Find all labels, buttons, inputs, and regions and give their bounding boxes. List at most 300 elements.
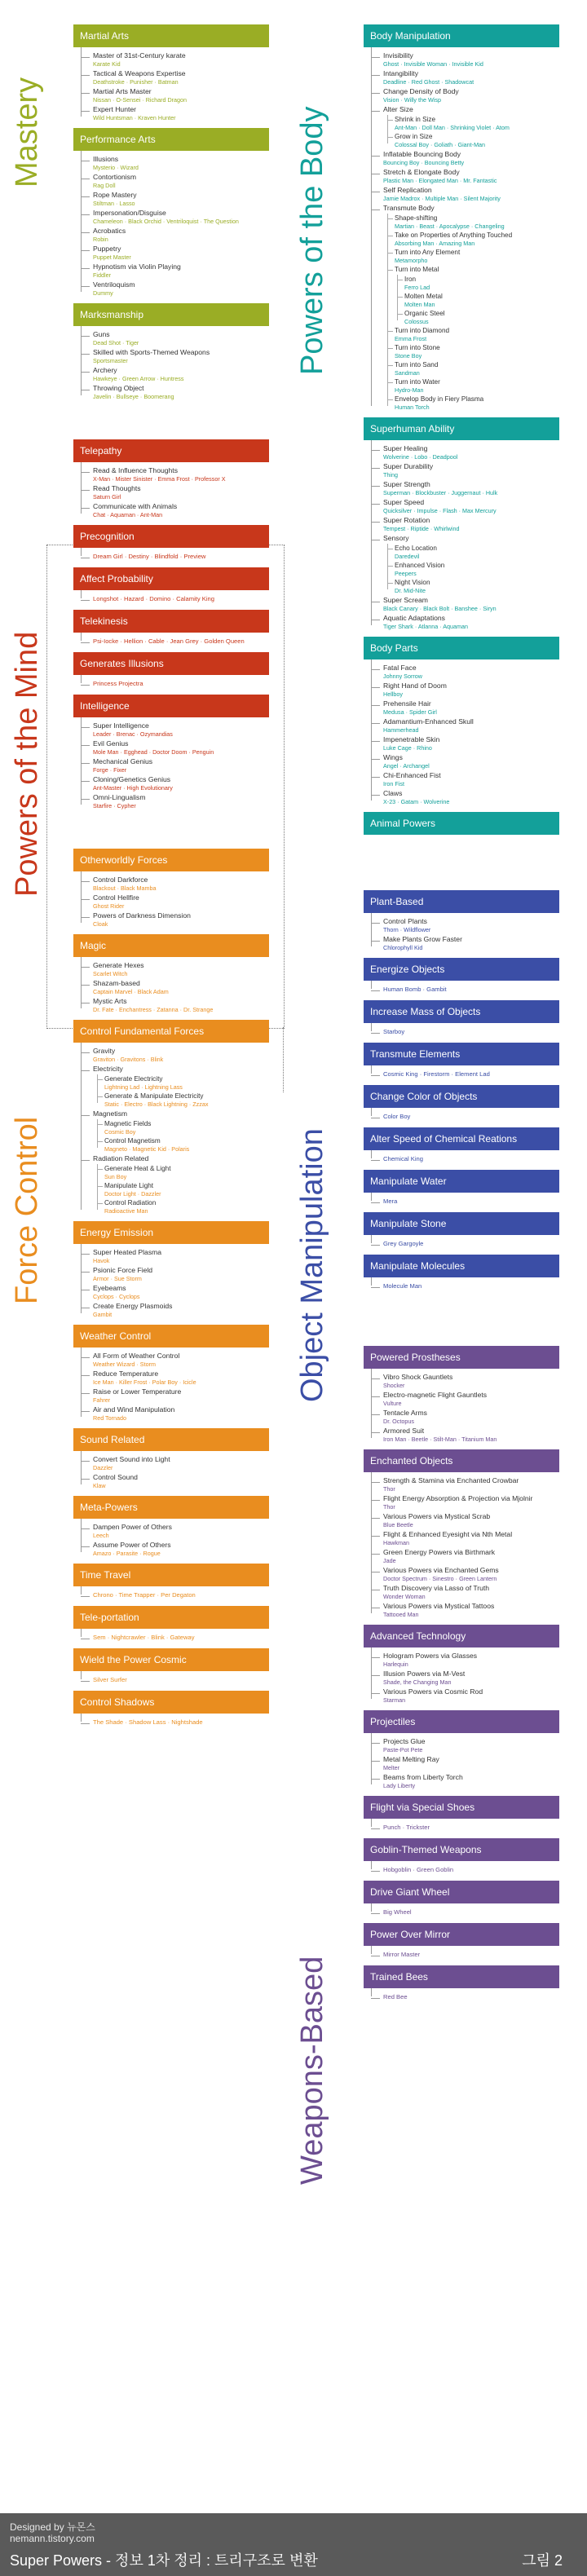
tree-item-sem-nightcrawler-blink-gateway — [73, 1633, 269, 1642]
section-header[interactable]: Weather Control — [73, 1325, 269, 1348]
item-examples: Paste-Pot Pete — [383, 1746, 423, 1753]
node-label: Echo Location — [395, 545, 437, 552]
item-examples: Hawkman — [383, 1539, 409, 1546]
section-wield-the-power-cosmic — [73, 1648, 269, 1691]
item-label: Impenetrable Skin — [383, 735, 440, 743]
tree-item-super-heated-plasma — [73, 1248, 269, 1264]
item-label: All Form of Weather Control — [93, 1352, 180, 1360]
tree-item-psi-iocke-hellion-cable-jean-grey-golden-queen — [73, 637, 269, 646]
tree-item-green-energy-powers-via-birthmark — [364, 1548, 559, 1564]
section-items — [364, 1819, 559, 1838]
tree-item-hologram-powers-via-glasses — [364, 1652, 559, 1668]
item-examples: Rag Doll — [93, 182, 116, 189]
tree-node-enhanced-vision — [385, 561, 559, 577]
tree-item-fatal-face — [364, 664, 559, 680]
section-header[interactable]: Energy Emission — [73, 1221, 269, 1244]
section-header[interactable]: Manipulate Water — [364, 1170, 559, 1193]
node-examples: Magneto · Magnetic Kid · Polaris — [104, 1145, 190, 1153]
section-items — [364, 1193, 559, 1212]
tree-item-create-energy-plasmoids — [73, 1302, 269, 1318]
tree-node-turn-into-any-element — [385, 248, 559, 264]
item-examples: Saturn Girl — [93, 493, 121, 501]
section-items — [364, 1946, 559, 1965]
footer-title: Super Powers - 정보 1차 정리 : 트리구조로 변환 — [10, 2552, 318, 2569]
item-label: Cosmic King · Firestorm · Element Lad — [383, 1070, 490, 1078]
item-label: Dampen Power of Others — [93, 1523, 172, 1531]
section-items — [73, 871, 269, 934]
tree-node-generate-manipulate-electricity — [95, 1092, 269, 1108]
section-meta-powers — [73, 1496, 269, 1564]
section-header[interactable]: Flight via Special Shoes — [364, 1796, 559, 1819]
tree-item-evil-genius — [73, 739, 269, 756]
tree-item-super-scream — [364, 596, 559, 612]
tree-item-read-influence-thoughts — [73, 466, 269, 483]
tree-item-master-of-31st-century-karate — [73, 51, 269, 68]
tree-item-hobgoblin-green-goblin — [364, 1865, 559, 1874]
tree-item-control-sound — [73, 1473, 269, 1489]
section-items — [73, 590, 269, 610]
item-examples: X-Man · Mister Sinister · Emma Frost · Professor X — [93, 475, 226, 483]
node-examples: Ferro Lad — [404, 284, 430, 291]
tree-item-color-boy — [364, 1112, 559, 1121]
item-examples: Black Canary · Black Bolt · Banshee · Siryn — [383, 605, 497, 612]
section-trained-bees — [364, 1965, 559, 2008]
node-label: Turn into Diamond — [395, 327, 450, 334]
item-examples: Melter — [383, 1764, 399, 1771]
item-label: Sem · Nightcrawler · Blink · Gateway — [93, 1634, 195, 1641]
section-header[interactable]: Affect Probability — [73, 567, 269, 590]
item-label: Molecule Man — [383, 1282, 422, 1290]
item-examples: Thor — [383, 1503, 395, 1511]
item-label: Inflatable Bouncing Body — [383, 150, 461, 158]
section-header[interactable]: Marksmanship — [73, 303, 269, 326]
item-label: Aquatic Adaptations — [383, 614, 445, 622]
item-label: Convert Sound into Light — [93, 1455, 170, 1463]
item-label: Guns — [93, 330, 110, 338]
tree-item-wings — [364, 753, 559, 770]
tree-item-contortionism — [73, 173, 269, 189]
tree-item-invisibility — [364, 51, 559, 68]
section-precognition — [73, 525, 269, 567]
group-label-object: Object Manipulation — [295, 1128, 329, 1402]
tree-node-take-on-properties-of-anything-touched — [385, 231, 559, 247]
force-dotted-connector — [283, 1027, 284, 1092]
section-items — [73, 633, 269, 652]
item-examples: Quicksilver · Impulse · Flash · Max Mercury — [383, 507, 497, 514]
item-examples: Hawkeye · Green Arrow · Huntress — [93, 375, 184, 382]
section-transmute-elements — [364, 1043, 559, 1085]
item-examples: Klaw — [93, 1482, 106, 1489]
item-label: Generate Hexes — [93, 961, 144, 969]
item-label: Hologram Powers via Glasses — [383, 1652, 478, 1660]
item-label: Super Durability — [383, 462, 434, 470]
item-label: Gravity — [93, 1047, 116, 1055]
tree-item-illusions — [73, 155, 269, 171]
item-label: Flight & Enhanced Eyesight via Nth Metal — [383, 1530, 513, 1538]
section-header[interactable]: Trained Bees — [364, 1965, 559, 1988]
item-examples: Scarlet Witch — [93, 970, 128, 977]
item-label: Puppetry — [93, 245, 121, 253]
section-header[interactable]: Wield the Power Cosmic — [73, 1648, 269, 1671]
section-header[interactable]: Increase Mass of Objects — [364, 1000, 559, 1023]
tree-item-the-shade-shadow-lass-nightshade — [73, 1718, 269, 1727]
item-examples: Tattooed Man — [383, 1611, 419, 1618]
tree-item-puppetry — [73, 245, 269, 261]
tree-item-impenetrable-skin — [364, 735, 559, 752]
tree-item-impersonation-disguise — [73, 209, 269, 225]
item-label: Super Healing — [383, 444, 428, 452]
tree-item-cloning-genetics-genius — [73, 775, 269, 792]
section-header[interactable]: Time Travel — [73, 1564, 269, 1586]
tree-item-control-darkforce — [73, 876, 269, 892]
section-marksmanship — [73, 303, 269, 407]
item-examples: Puppet Master — [93, 254, 131, 261]
item-label: Chrono · Time Trapper · Per Degaton — [93, 1591, 196, 1599]
section-projectiles — [364, 1710, 559, 1796]
item-examples: Wolverine · Lobo · Deadpool — [383, 453, 458, 461]
item-label: Projects Glue — [383, 1737, 426, 1745]
item-label: Right Hand of Doom — [383, 681, 447, 690]
item-label: Reduce Temperature — [93, 1370, 159, 1378]
item-label: Evil Genius — [93, 739, 129, 748]
item-label: Ventriloquism — [93, 280, 135, 289]
item-label: Read & Influence Thoughts — [93, 466, 178, 474]
node-examples: Daredevil — [395, 553, 420, 560]
section-martial-arts — [73, 24, 269, 128]
tree-item-truth-discovery-via-lasso-of-truth — [364, 1584, 559, 1600]
item-label: Create Energy Plasmoids — [93, 1302, 173, 1310]
item-examples: Gambit — [93, 1311, 113, 1318]
item-label: Human Bomb · Gambit — [383, 986, 447, 993]
tree-item-starboy — [364, 1027, 559, 1036]
section-header[interactable]: Advanced Technology — [364, 1625, 559, 1647]
section-goblin-themed-weapons — [364, 1838, 559, 1881]
node-examples: Absorbing Man · Amazing Man — [395, 240, 475, 247]
item-label: Control Plants — [383, 917, 427, 925]
footer — [0, 2513, 587, 2576]
item-examples: Chlorophyll Kid — [383, 944, 423, 951]
tree-item-magnetism — [73, 1109, 269, 1153]
item-label: Various Powers via Mystical Tattoos — [383, 1602, 495, 1610]
node-examples: Dr. Mid-Nite — [395, 587, 426, 594]
section-items — [73, 717, 269, 816]
item-label: Control Sound — [93, 1473, 138, 1481]
section-items — [73, 151, 269, 303]
tree-node-organic-steel — [395, 309, 559, 325]
tree-item-aquatic-adaptations — [364, 614, 559, 630]
section-affect-probability — [73, 567, 269, 610]
item-examples: Thing — [383, 471, 398, 479]
left-column — [73, 24, 269, 1733]
section-header[interactable]: Projectiles — [364, 1710, 559, 1733]
tree-node-generate-electricity — [95, 1074, 269, 1091]
node-label: Turn into Any Element — [395, 249, 461, 256]
tree-item-radiation-related — [73, 1154, 269, 1215]
tree-item-right-hand-of-doom — [364, 681, 559, 698]
section-header[interactable]: Performance Arts — [73, 128, 269, 151]
item-examples: Dead Shot · Tiger — [93, 339, 139, 346]
node-examples: Radioactive Man — [104, 1207, 148, 1215]
tree-node-grow-in-size — [385, 132, 559, 148]
section-manipulate-molecules — [364, 1255, 559, 1297]
section-items — [364, 1277, 559, 1297]
node-examples: Peepers — [395, 570, 417, 577]
section-header[interactable]: Superhuman Ability — [364, 417, 559, 440]
item-label: Various Powers via Enchanted Gems — [383, 1566, 499, 1574]
section-header[interactable]: Power Over Mirror — [364, 1923, 559, 1946]
node-label: Envelop Body in Fiery Plasma — [395, 395, 484, 403]
item-label: Illusions — [93, 155, 119, 163]
item-examples: Hammerhead — [383, 726, 419, 734]
tree-item-read-thoughts — [73, 484, 269, 501]
section-items — [73, 1671, 269, 1691]
section-drive-giant-wheel — [364, 1881, 559, 1923]
section-header[interactable]: Energize Objects — [364, 958, 559, 981]
section-header[interactable]: Meta-Powers — [73, 1496, 269, 1519]
section-items — [364, 440, 559, 637]
item-label: Punch · Trickster — [383, 1824, 430, 1831]
item-examples: Dummy — [93, 289, 113, 297]
tree-item-claws — [364, 789, 559, 805]
tree-node-echo-location — [385, 544, 559, 560]
item-examples: Vulture — [383, 1400, 402, 1407]
node-label: Take on Properties of Anything Touched — [395, 232, 513, 239]
item-label: Fatal Face — [383, 664, 417, 672]
right-column — [364, 24, 559, 2008]
section-header[interactable]: Magic — [73, 934, 269, 957]
section-header[interactable]: Telekinesis — [73, 610, 269, 633]
node-label: Turn into Water — [395, 378, 440, 386]
item-label: Transmute Body — [383, 204, 435, 212]
tree-item-assume-power-of-others — [73, 1541, 269, 1557]
item-label: Various Powers via Mystical Scrab — [383, 1512, 491, 1520]
item-examples: Iron Man · Beetle · Stilt-Man · Titanium Man — [383, 1436, 497, 1443]
section-header[interactable]: Control Shadows — [73, 1691, 269, 1714]
item-examples: Chameleon · Black Orchid · Ventriloquist · The Question — [93, 218, 239, 225]
tree-node-envelop-body-in-fiery-plasma — [385, 395, 559, 411]
item-label: Wings — [383, 753, 403, 761]
item-label: Color Boy — [383, 1113, 411, 1120]
item-examples: Mole Man · Egghead · Doctor Doom · Penguin — [93, 748, 214, 756]
item-label: Super Scream — [383, 596, 428, 604]
tree-node-control-magnetism — [95, 1136, 269, 1153]
item-label: Invisibility — [383, 51, 413, 60]
item-label: Read Thoughts — [93, 484, 141, 492]
tree-item-dream-girl-destiny-blindfold-preview — [73, 552, 269, 561]
item-label: Impersonation/Disguise — [93, 209, 166, 217]
section-performance-arts — [73, 128, 269, 303]
item-label: Hypnotism via Violin Playing — [93, 262, 181, 271]
item-label: Metal Melting Ray — [383, 1755, 439, 1763]
item-examples: Weather Wizard · Storm — [93, 1361, 156, 1368]
item-examples: Dazzler — [93, 1464, 113, 1471]
item-examples: Leader · Brenac · Ozymandias — [93, 730, 173, 738]
section-header[interactable]: Sound Related — [73, 1428, 269, 1451]
section-header[interactable]: Control Fundamental Forces — [73, 1020, 269, 1043]
tree-item-big-wheel — [364, 1908, 559, 1917]
section-header[interactable]: Goblin-Themed Weapons — [364, 1838, 559, 1861]
section-items — [73, 326, 269, 407]
tree-node-turn-into-water — [385, 377, 559, 394]
section-time-travel — [73, 1564, 269, 1606]
item-examples: Bouncing Boy · Bouncing Betty — [383, 159, 465, 166]
item-label: Cloning/Genetics Genius — [93, 775, 171, 783]
section-header[interactable]: Intelligence — [73, 695, 269, 717]
item-examples: Shade, the Changing Man — [383, 1678, 452, 1686]
tree-item-expert-hunter — [73, 105, 269, 121]
section-header[interactable]: Precognition — [73, 525, 269, 548]
item-examples: Luke Cage · Rhino — [383, 744, 432, 752]
section-header[interactable]: Body Parts — [364, 637, 559, 659]
item-label: Prehensile Hair — [383, 699, 431, 708]
section-advanced-technology — [364, 1625, 559, 1710]
item-label: Omni-Lingualism — [93, 793, 146, 801]
item-label: Mirror Master — [383, 1951, 421, 1958]
tree-item-mirror-master — [364, 1950, 559, 1959]
section-header[interactable]: Change Color of Objects — [364, 1085, 559, 1108]
group-label-mind: Powers of the Mind — [10, 631, 44, 897]
tree-item-super-durability — [364, 462, 559, 479]
node-label: Generate Heat & Light — [104, 1165, 171, 1172]
tree-item-illusion-powers-via-m-vest — [364, 1670, 559, 1686]
tree-item-communicate-with-animals — [73, 502, 269, 518]
tree-item-rope-mastery — [73, 191, 269, 207]
item-label: Control Darkforce — [93, 876, 148, 884]
footer-site[interactable]: nemann.tistory.com — [10, 2533, 95, 2544]
item-label: Shazam-based — [93, 979, 140, 987]
item-label: The Shade · Shadow Lass · Nightshade — [93, 1718, 203, 1726]
tree-item-various-powers-via-cosmic-rod — [364, 1687, 559, 1704]
section-header[interactable]: Telepathy — [73, 439, 269, 462]
tree-item-tactical-weapons-expertise — [73, 69, 269, 86]
group-label-force: Force Control — [10, 1116, 44, 1304]
section-otherworldly-forces — [73, 849, 269, 934]
tree-item-red-bee — [364, 1992, 559, 2001]
section-items — [364, 47, 559, 417]
section-header[interactable]: Transmute Elements — [364, 1043, 559, 1065]
section-items — [364, 981, 559, 1000]
sub-tree — [385, 544, 559, 594]
item-label: Dream Girl · Destiny · Blindfold · Preview — [93, 553, 206, 560]
footer-figure-number: 그림 2 — [522, 2552, 563, 2569]
section-items — [73, 1586, 269, 1606]
tree-item-guns — [73, 330, 269, 346]
tree-item-ventriloquism — [73, 280, 269, 297]
tree-item-super-speed — [364, 498, 559, 514]
sub-tree — [385, 214, 559, 411]
node-label: Control Magnetism — [104, 1137, 161, 1145]
item-examples: Ghost Rider — [93, 902, 125, 910]
item-label: Grey Gargoyle — [383, 1240, 424, 1247]
tree-item-mystic-arts — [73, 997, 269, 1013]
section-control-shadows — [73, 1691, 269, 1733]
item-examples: X-23 · Gatam · Wolverine — [383, 798, 450, 805]
section-superhuman-ability — [364, 417, 559, 637]
section-sound-related — [73, 1428, 269, 1496]
tree-item-control-plants — [364, 917, 559, 933]
tree-item-flight-enhanced-eyesight-via-nth-metal — [364, 1530, 559, 1546]
tree-item-princess-projectra — [73, 679, 269, 688]
item-label: Various Powers via Cosmic Rod — [383, 1687, 483, 1696]
sub-tree — [395, 275, 559, 325]
section-items — [73, 1043, 269, 1221]
tree-node-turn-into-metal — [385, 265, 559, 325]
item-label: Stretch & Elongate Body — [383, 168, 460, 176]
tree-item-archery — [73, 366, 269, 382]
item-examples: Nissan · O-Sensei · Richard Dragon — [93, 96, 188, 104]
section-body-manipulation — [364, 24, 559, 417]
tree-item-strength-stamina-via-enchanted-crowbar — [364, 1476, 559, 1493]
node-examples: Metamorpho — [395, 257, 428, 264]
section-header[interactable]: Martial Arts — [73, 24, 269, 47]
item-label: Air and Wind Manipulation — [93, 1405, 175, 1414]
section-header[interactable]: Generates Illusions — [73, 652, 269, 675]
section-header[interactable]: Tele-portation — [73, 1606, 269, 1629]
tree-item-hypnotism-via-violin-playing — [73, 262, 269, 279]
section-header[interactable]: Animal Powers — [364, 812, 559, 835]
tree-item-grey-gargoyle — [364, 1239, 559, 1248]
item-examples: Tiger Shark · Atlanna · Aquaman — [383, 623, 469, 630]
node-examples: Doctor Light · Dazzler — [104, 1190, 161, 1198]
tree-node-shrink-in-size — [385, 115, 559, 131]
section-header[interactable]: Body Manipulation — [364, 24, 559, 47]
section-header[interactable]: Powered Prostheses — [364, 1346, 559, 1369]
tree-item-all-form-of-weather-control — [73, 1352, 269, 1368]
item-examples: Starfire · Cypher — [93, 802, 136, 809]
tree-item-punch-trickster — [364, 1823, 559, 1832]
tree-item-omni-lingualism — [73, 793, 269, 809]
section-items — [364, 1733, 559, 1796]
tree-item-transmute-body — [364, 204, 559, 411]
section-items — [73, 675, 269, 695]
tree-item-change-density-of-body — [364, 87, 559, 104]
section-header[interactable]: Plant-Based — [364, 890, 559, 913]
item-label: Communicate with Animals — [93, 502, 178, 510]
item-examples: Johnny Sorrow — [383, 673, 422, 680]
item-label: Chi-Enhanced Fist — [383, 771, 441, 779]
tree-item-human-bomb-gambit — [364, 985, 559, 994]
tree-item-armored-suit — [364, 1427, 559, 1443]
item-label: Self Replication — [383, 186, 432, 194]
section-header[interactable]: Otherworldly Forces — [73, 849, 269, 871]
section-header[interactable]: Manipulate Stone — [364, 1212, 559, 1235]
section-header[interactable]: Alter Speed of Chemical Reations — [364, 1127, 559, 1150]
item-label: Mera — [383, 1198, 398, 1205]
tree-item-psionic-force-field — [73, 1266, 269, 1282]
tree-item-eyebeams — [73, 1284, 269, 1300]
section-intelligence — [73, 695, 269, 816]
item-examples: Red Tornado — [93, 1414, 127, 1422]
section-header[interactable]: Drive Giant Wheel — [364, 1881, 559, 1903]
group-label-weapons: Weapons-Based — [295, 1956, 329, 2185]
item-examples: Plastic Man · Elongated Man · Mr. Fantastic — [383, 177, 497, 184]
item-label: Red Bee — [383, 1993, 408, 2000]
item-label: Psi-Iocke · Hellion · Cable · Jean Grey · Golden Queen — [93, 637, 245, 645]
item-examples: Deadline · Red Ghost · Shadowcat — [383, 78, 474, 86]
section-items — [73, 1519, 269, 1564]
tree-item-chrono-time-trapper-per-degaton — [73, 1590, 269, 1599]
section-telekinesis — [73, 610, 269, 652]
node-examples: Sandman — [395, 369, 420, 377]
item-label: Martial Arts Master — [93, 87, 152, 95]
tree-node-night-vision — [385, 578, 559, 594]
item-label: Powers of Darkness Dimension — [93, 911, 191, 920]
tree-item-convert-sound-into-light — [73, 1455, 269, 1471]
item-examples: Robin — [93, 236, 108, 243]
item-examples: Wonder Woman — [383, 1593, 426, 1600]
section-header[interactable]: Manipulate Molecules — [364, 1255, 559, 1277]
section-header[interactable]: Enchanted Objects — [364, 1449, 559, 1472]
